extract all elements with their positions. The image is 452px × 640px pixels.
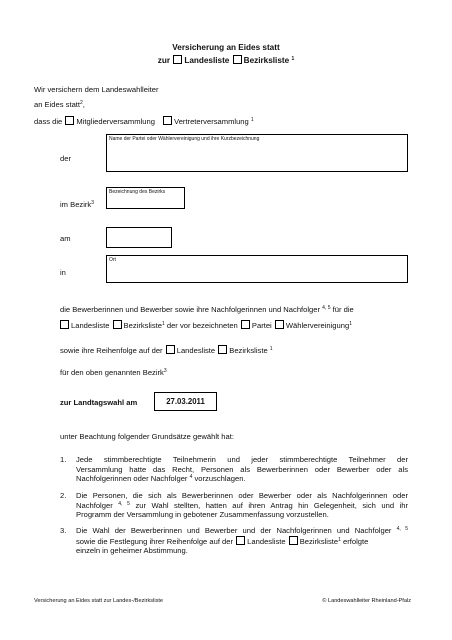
intro-line2: [34, 100, 85, 109]
vertreterversammlung-label: Vertreterversammlung: [174, 117, 249, 126]
item2-footnote: 4, 5: [118, 500, 130, 507]
order-footnote: 1: [269, 346, 273, 352]
order-row: [60, 345, 273, 355]
party-name-field[interactable]: [106, 134, 408, 172]
intro-dass-die: dass die: [34, 117, 63, 126]
title-landesliste-checkbox[interactable]: [173, 55, 182, 64]
item2-line1: Die Personen, die sich als Bewerberinnen oder Bewerber oder als Nachfolgerinnen oder: [76, 491, 408, 500]
order-landesliste-checkbox[interactable]: [166, 345, 175, 354]
candidates-line: [60, 305, 354, 314]
row2-landesliste-label: Landesliste: [71, 321, 110, 330]
item3-landesliste-label: Landesliste: [247, 536, 286, 546]
item1-footnote: 4: [189, 474, 193, 480]
item3-landesliste-checkbox[interactable]: [236, 536, 245, 545]
row2-bezirksliste-checkbox[interactable]: [113, 320, 122, 329]
principles-line: unter Beachtung folgender Grundsätze gewählt hat:: [60, 432, 234, 441]
candidates-fuer-die: für die: [332, 305, 354, 314]
item1-line1: Jede stimmberechtigte Teilnehmerin und jeder stimmberechtigte Teilnehmer der: [76, 455, 408, 464]
order-prefix: sowie ihre Reihenfolge auf der: [60, 346, 163, 355]
waehlervereinigung-checkbox[interactable]: [275, 320, 284, 329]
item3-bezirksliste-checkbox[interactable]: [289, 536, 298, 545]
title-line1: Versicherung an Eides statt: [172, 43, 280, 52]
mitgliederversammlung-label: Mitgliederversammlung: [76, 117, 155, 126]
row2-mid-text: der vor bezeichneten: [166, 321, 238, 330]
order-bezirksliste-label: Bezirksliste: [229, 346, 268, 355]
date-field[interactable]: [106, 227, 172, 248]
bezirk-label-text: im Bezirk: [60, 200, 92, 209]
item3-line2a: sowie die Festlegung ihrer Reihenfolge auf der: [76, 536, 234, 546]
candidates-footnote: 4, 5: [322, 305, 331, 311]
footer-right: © Landeswahlleiter Rheinland-Pfalz: [322, 598, 411, 604]
in-label: in: [60, 268, 66, 277]
intro-comma: ,: [82, 100, 85, 109]
item2-line2b: zur Wahl stellten, hatten auf ihren Antrag hin Gelegenheit, sich und ihr: [135, 500, 408, 510]
bezirk-footnote: 3: [91, 200, 95, 206]
row2-bezirksliste-label: Bezirksliste: [123, 321, 162, 330]
list-type-row: [59, 320, 352, 330]
item2-number: 2.: [60, 491, 67, 500]
bezirk-text: für den oben genannten Bezirk: [60, 368, 164, 377]
item3-bezirksliste-label: Bezirksliste: [299, 536, 339, 546]
intro-line1: Wir versichern dem Landeswahlleiter: [34, 85, 159, 94]
ort-field-hint: Ort: [109, 257, 116, 263]
row2-footnote: 1: [161, 321, 165, 327]
title-bezirksliste-checkbox[interactable]: [233, 55, 242, 64]
intro-footnote-2: 2: [80, 100, 83, 106]
bezirk-text-line: [60, 368, 167, 377]
candidates-text: die Bewerberinnen und Bewerber sowie ihre Nachfolgerinnen und Nachfolger: [60, 305, 321, 314]
mitgliederversammlung-checkbox[interactable]: [65, 116, 74, 125]
bezirk-text-footnote: 3: [163, 368, 167, 374]
item3-line1a: Die Wahl der Bewerberinnen und Bewerber und der Nachfolgerinnen und Nachfolger: [76, 526, 392, 535]
order-landesliste-label: Landesliste: [176, 346, 216, 355]
item2-line3: Programm der Versammlung in gebotener Zusammenfassung vorzustellen.: [76, 510, 329, 519]
am-label: am: [60, 234, 71, 243]
title-zur: zur: [157, 56, 171, 65]
item1-line2: Versammlung hatte das Recht, Personen als Bewerberinnen oder Bewerber oder als: [76, 464, 408, 474]
election-date-field[interactable]: 27.03.2011: [154, 392, 217, 411]
item3-footnote: 4, 5: [396, 526, 409, 532]
item2-line2a: Nachfolger: [76, 500, 113, 510]
item3-line2: [76, 536, 408, 547]
election-label: zur Landtagswahl am: [60, 398, 138, 407]
bezirk-label: [60, 200, 94, 209]
vertreterversammlung-checkbox[interactable]: [163, 116, 172, 125]
party-field-hint: Name der Partei oder Wählervereinigung und ihre Kurzbezeichnung: [109, 136, 260, 142]
waehlervereinigung-label: Wählervereinigung: [285, 321, 350, 330]
item2-line2: [76, 501, 408, 511]
title-choice-row: [0, 55, 452, 65]
intro-line3: [34, 116, 254, 126]
title-bezirksliste-label: Bezirksliste: [243, 56, 290, 65]
list-item-3: [76, 526, 408, 556]
item3-line1: [76, 526, 408, 536]
row2-footnote2: 1: [349, 321, 352, 327]
list-item-2: [76, 491, 408, 520]
item1-line3: [76, 474, 408, 484]
intro-an-eides-statt: an Eides statt: [34, 100, 81, 109]
ort-field[interactable]: [106, 255, 408, 283]
der-label: der: [60, 154, 71, 163]
order-bezirksliste-checkbox[interactable]: [218, 345, 227, 354]
item3-line2b: erfolgte: [343, 536, 369, 546]
list-item-1: [76, 455, 408, 484]
item3-number: 3.: [60, 526, 67, 535]
bezirk-field-hint: Bezeichnung des Bezirks: [109, 189, 166, 195]
footer-left: Versicherung an Eides statt zur Landes-/Bezirksliste: [34, 598, 164, 604]
item3-line3: einzeln in geheimer Abstimmung.: [76, 546, 188, 555]
intro-footnote-1: 1: [250, 117, 254, 123]
item3-footnote2: 1: [338, 536, 341, 543]
partei-checkbox[interactable]: [241, 320, 250, 329]
partei-label: Partei: [251, 321, 272, 330]
bezirk-field[interactable]: [106, 187, 185, 209]
item1-number: 1.: [60, 455, 67, 464]
item1-line3a: Nachfolgerinnen oder Nachfolger: [76, 474, 188, 483]
row2-landesliste-checkbox[interactable]: [60, 320, 69, 329]
title-landesliste-label: Landesliste: [184, 56, 230, 65]
document-title: [0, 43, 452, 52]
item1-line3b: vorzuschlagen.: [194, 474, 246, 483]
title-footnote-ref: 1: [291, 56, 295, 62]
